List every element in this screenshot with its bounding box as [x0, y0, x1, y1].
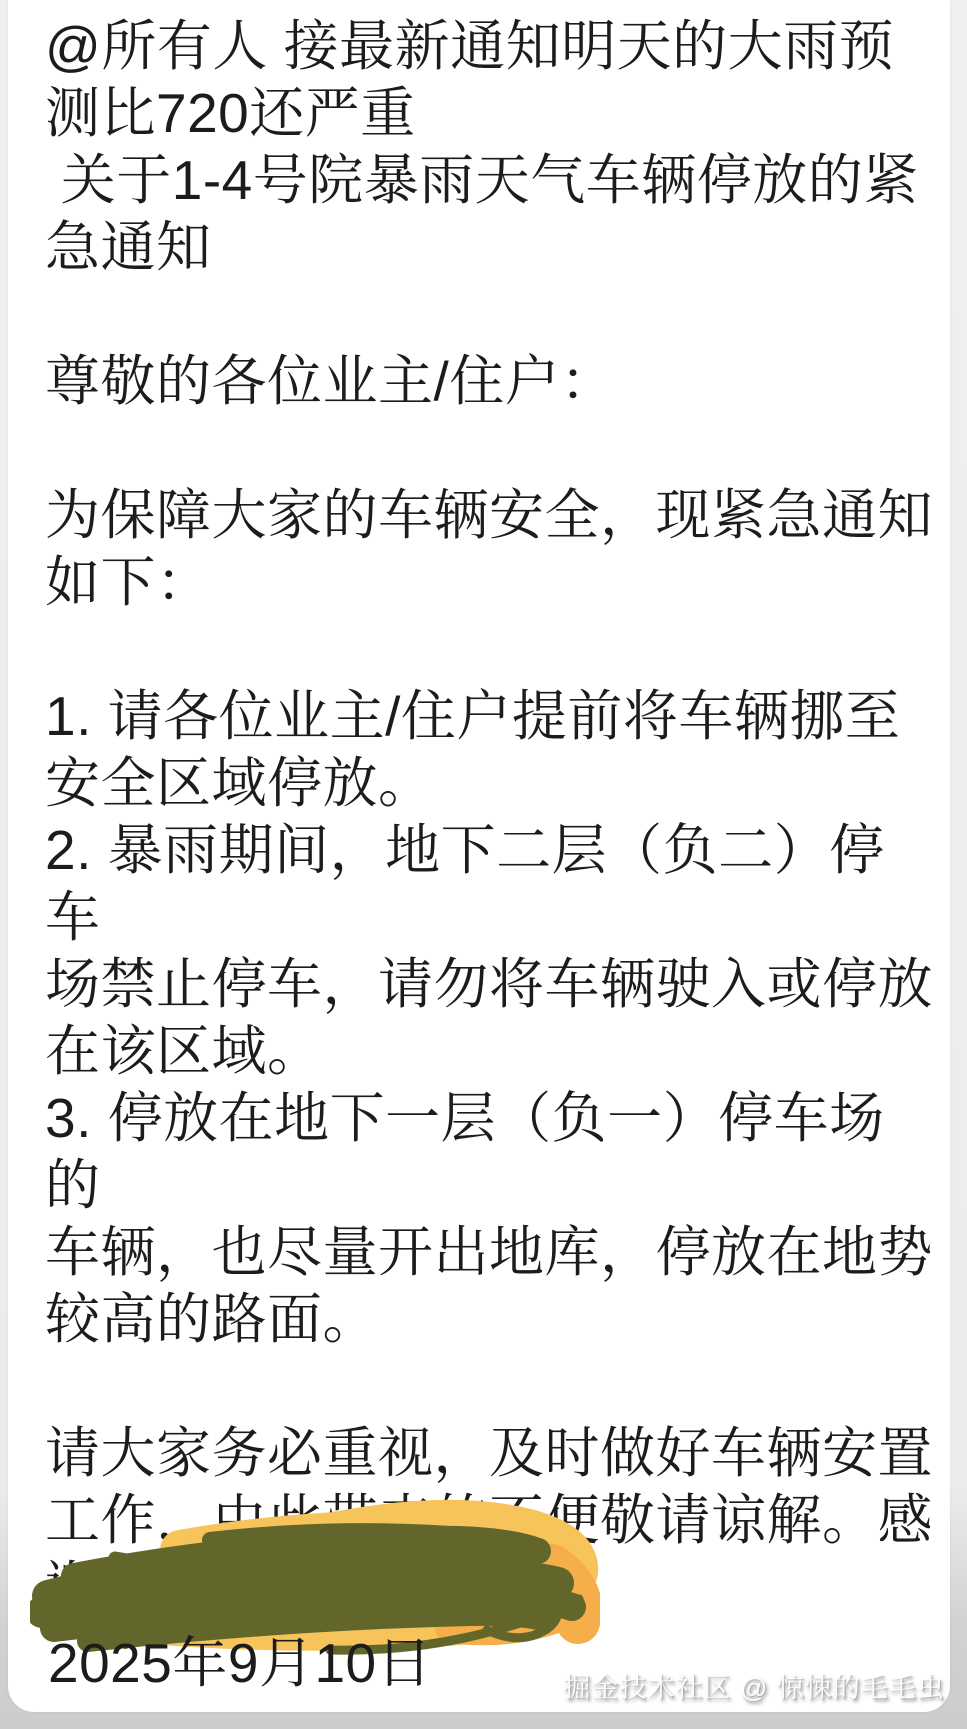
notice-line: 谢您的配合与支持！: [45, 1556, 545, 1618]
notice-line: [45, 281, 936, 348]
notice-line: [45, 1353, 936, 1420]
notice-line: 关于1-4号院暴雨天气车辆停放的紧: [45, 149, 919, 211]
notice-line: 2. 暴雨期间，地下二层（负二）停车: [45, 819, 885, 948]
notice-line: [45, 616, 936, 683]
notice-line: 急通知: [45, 216, 212, 278]
notice-line: 测比720还严重: [45, 82, 416, 144]
notice-line: 3. 停放在地下一层（负一）停车场的: [45, 1087, 885, 1216]
notice-line: 在该区域。: [45, 1020, 323, 1082]
notice-line: 如下：: [45, 551, 212, 613]
notice-line: 请大家务必重视，及时做好车辆安置: [45, 1422, 934, 1484]
notice-line: 为保障大家的车辆安全，现紧急通知: [45, 484, 934, 546]
notice-line: [45, 415, 936, 482]
notice-date: 2025年9月10日: [48, 1632, 433, 1694]
notice-text: [45, 13, 936, 1621]
notice-line: 较高的路面。: [45, 1288, 379, 1350]
notice-line: 尊敬的各位业主/住户：: [45, 350, 616, 412]
notice-line: @所有人 接最新通知明天的大雨预: [45, 15, 895, 77]
notice-line: 工作，由此带来的不便敬请谅解。感: [45, 1489, 934, 1551]
notice-line: 安全区域停放。: [45, 752, 434, 814]
watermark: 掘金技术社区 @ 惊悚的毛毛虫: [563, 1673, 945, 1703]
notice-line: 车辆，也尽量开出地库，停放在地势: [45, 1221, 934, 1283]
notice-line: 场禁止停车，请勿将车辆驶入或停放: [45, 953, 934, 1015]
notice-line: 1. 请各位业主/住户提前将车辆挪至: [45, 685, 901, 747]
notice-card: [8, 0, 950, 1712]
